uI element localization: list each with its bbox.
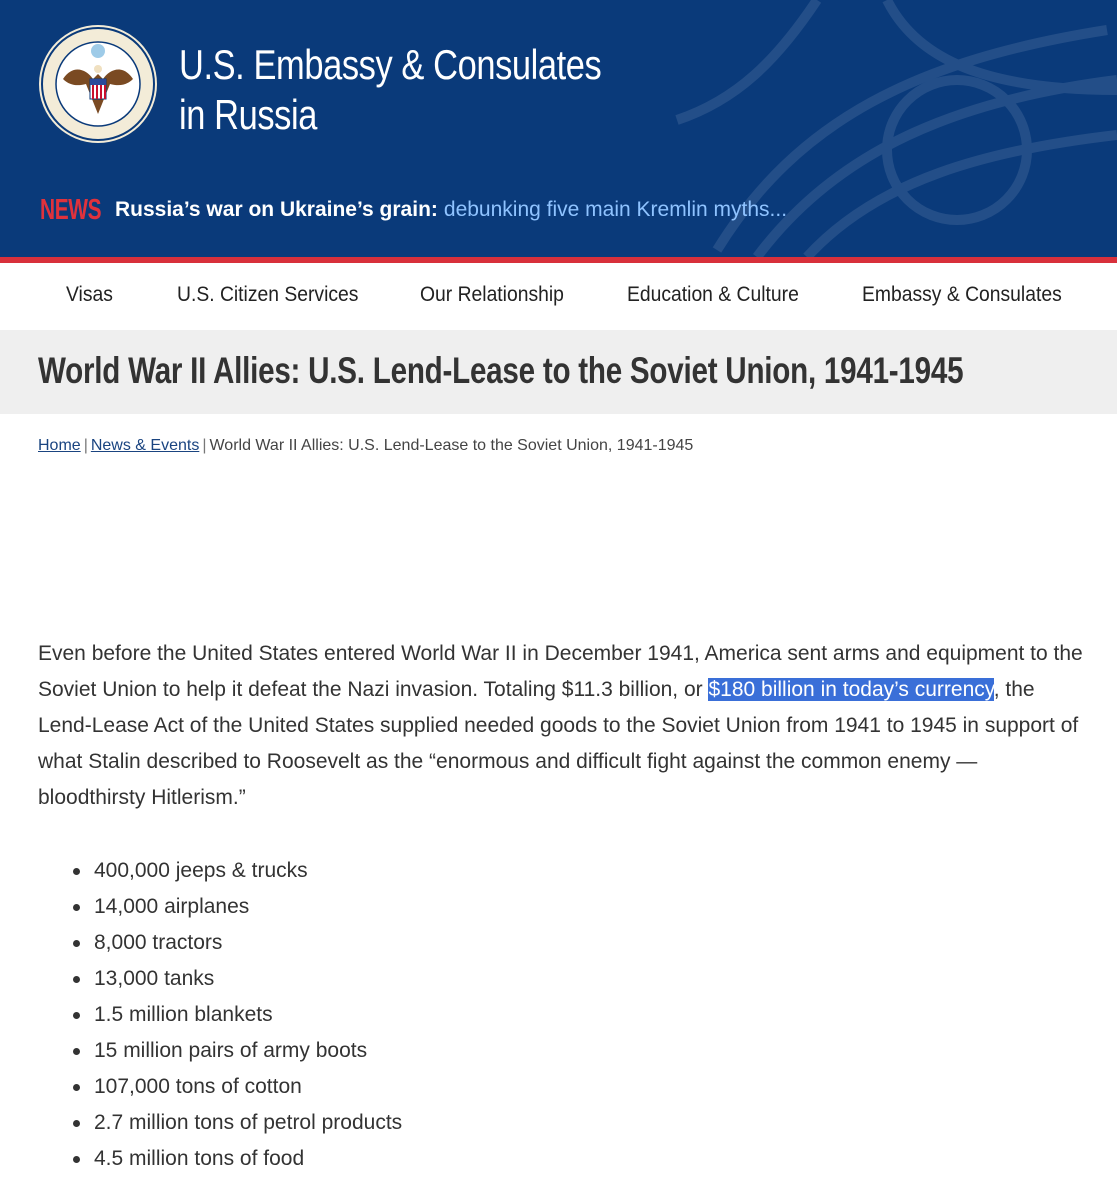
site-title-line2: in Russia	[179, 91, 317, 138]
nav-item-visas[interactable]: Visas	[66, 283, 113, 306]
lend-lease-list	[38, 853, 402, 1177]
list-item: 8,000 tractors	[38, 925, 402, 961]
site-title[interactable]	[179, 40, 601, 140]
selected-text-highlight[interactable]: $180 billion in today’s currency	[708, 678, 994, 701]
list-item: 13,000 tanks	[38, 961, 402, 997]
intro-text-before: Even before the United States entered World War II in December 1941, America sent arms and equipment to the Soviet Union to help it defeat the Nazi invasion. Totaling $11.3 billion, or	[38, 642, 1083, 701]
department-of-state-seal-icon	[38, 24, 158, 144]
main-nav	[0, 263, 1117, 330]
nav-item-education-culture[interactable]: Education & Culture	[627, 283, 799, 306]
site-header	[0, 0, 1117, 257]
list-item: 4.5 million tons of food	[38, 1141, 402, 1177]
news-headline[interactable]: Russia’s war on Ukraine’s grain:	[115, 198, 438, 221]
site-title-line1: U.S. Embassy & Consulates	[179, 41, 602, 88]
breadcrumb-home-link[interactable]: Home	[38, 437, 81, 454]
breadcrumb	[38, 437, 693, 455]
page-title-band	[0, 330, 1117, 414]
nav-item-citizen-services[interactable]: U.S. Citizen Services	[177, 283, 359, 306]
nav-item-our-relationship[interactable]: Our Relationship	[420, 283, 564, 306]
list-item: 15 million pairs of army boots	[38, 1033, 402, 1069]
breadcrumb-current: World War II Allies: U.S. Lend-Lease to the Soviet Union, 1941-1945	[209, 437, 694, 454]
breadcrumb-separator: |	[202, 437, 207, 454]
list-item: 2.7 million tons of petrol products	[38, 1105, 402, 1141]
nav-item-embassy-consulates[interactable]: Embassy & Consulates	[862, 283, 1062, 306]
breadcrumb-separator: |	[83, 437, 88, 454]
news-link[interactable]: debunking five main Kremlin myths...	[443, 198, 788, 221]
breadcrumb-news-events-link[interactable]: News & Events	[90, 437, 200, 454]
news-ticker	[40, 193, 787, 227]
news-label: NEWS	[40, 193, 102, 226]
page-title: World War II Allies: U.S. Lend-Lease to the Soviet Union, 1941-1945	[38, 350, 964, 391]
article-intro	[38, 636, 1083, 816]
list-item: 107,000 tons of cotton	[38, 1069, 402, 1105]
list-item: 14,000 airplanes	[38, 889, 402, 925]
intro-text-after: , the Lend-Lease Act of the United States supplied needed goods to the Soviet Union from 1941 to 1945 in support of what Stalin described to Roosevelt as the “enormous and difficult fight against the common enemy — bloodthirsty Hitlerism.”	[38, 678, 1079, 809]
list-item: 1.5 million blankets	[38, 997, 402, 1033]
list-item: 400,000 jeeps & trucks	[38, 853, 402, 889]
